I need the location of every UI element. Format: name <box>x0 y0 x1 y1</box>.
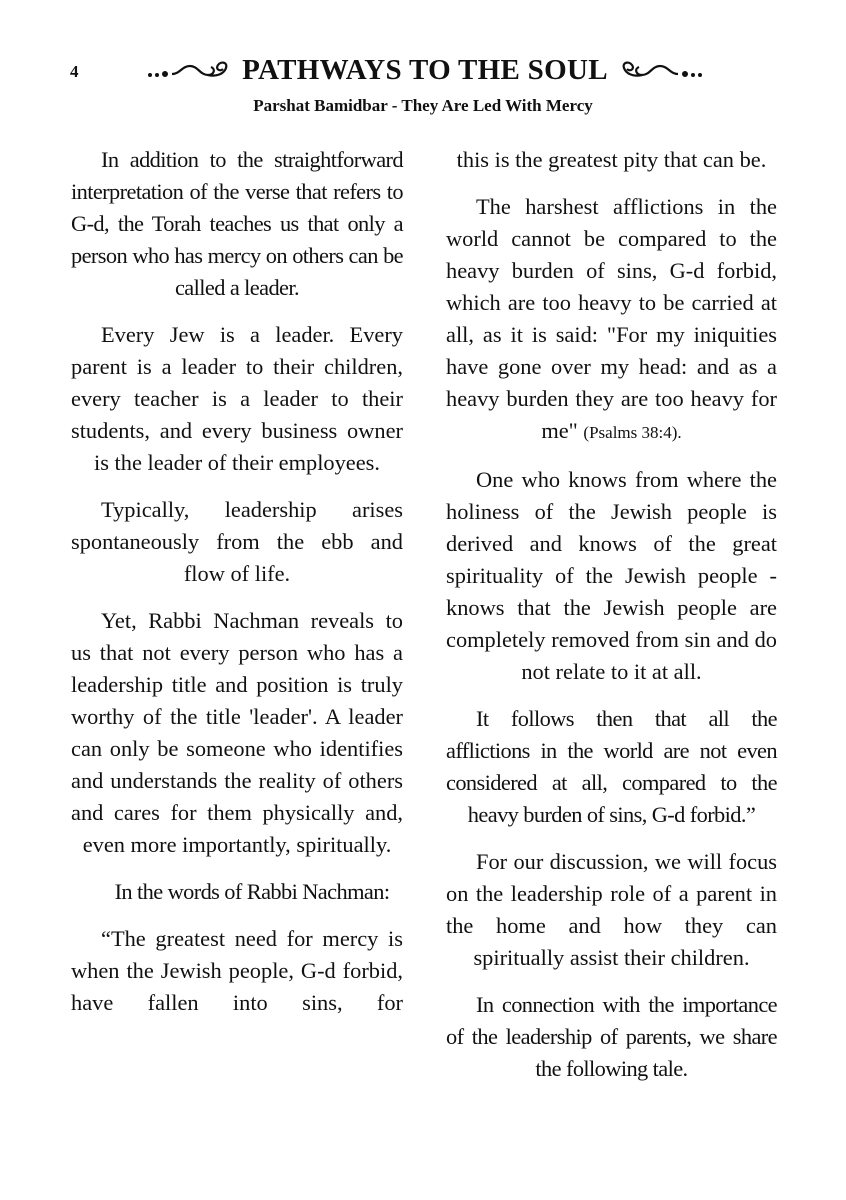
scripture-reference: (Psalms 38:4). <box>583 423 682 442</box>
page-title: PATHWAYS TO THE SOUL <box>242 53 608 86</box>
paragraph: Every Jew is a leader. Every parent is a leader to their children, every teacher is a leader to their students, and every business owner is the leader of their employees. <box>71 322 403 475</box>
paragraph: Typically, leadership arises spontaneously from the ebb and flow of life. <box>71 497 403 586</box>
paragraph: Yet, Rabbi Nachman reveals to us that not every person who has a leadership title and position is truly worthy of the title 'leader'. A leader can only be someone who identifies and understands the reality of others and cares for them physically and, even more importantly, spiritually. <box>71 608 403 857</box>
right-column <box>446 144 777 1100</box>
paragraph-text: The harshest afflictions in the world cannot be compared to the heavy burden of sins, G-d forbid, which are too heavy to be carried at all, as it is said: "For my iniquities have gone over my head: and as a heavy burden they are too heavy for me" <box>446 194 777 443</box>
paragraph: One who knows from where the holiness of the Jewish people is derived and knows of the great spirituality of the Jewish people - knows that the Jewish people are completely removed from sin and do not relate to it at all. <box>446 467 777 684</box>
paragraph: In connection with the importance of the leadership of parents, we share the following tale. <box>446 992 777 1081</box>
page-number: 4 <box>70 62 79 81</box>
paragraph: In the words of Rabbi Nachman: <box>114 879 390 904</box>
left-flourish-icon <box>144 58 236 82</box>
left-column <box>71 144 403 1034</box>
paragraph: “The greatest need for mercy is when the Jewish people, G-d forbid, have fallen into sins, for <box>71 926 403 1015</box>
paragraph: For our discussion, we will focus on the leadership role of a parent in the home and how they can spiritually assist their children. <box>446 849 777 970</box>
page-subtitle: Parshat Bamidbar - They Are Led With Mercy <box>253 96 593 115</box>
paragraph: In addition to the straightforward interpretation of the verse that refers to G-d, the Torah teaches us that only a person who has mercy on others can be called a leader. <box>71 147 403 300</box>
paragraph <box>446 191 777 449</box>
right-flourish-icon <box>614 58 706 82</box>
page-header <box>130 50 720 90</box>
paragraph: It follows then that all the afflictions in the world are not even considered at all, compared to the heavy burden of sins, G-d forbid.” <box>446 706 777 827</box>
paragraph: this is the greatest pity that can be. <box>456 147 767 172</box>
